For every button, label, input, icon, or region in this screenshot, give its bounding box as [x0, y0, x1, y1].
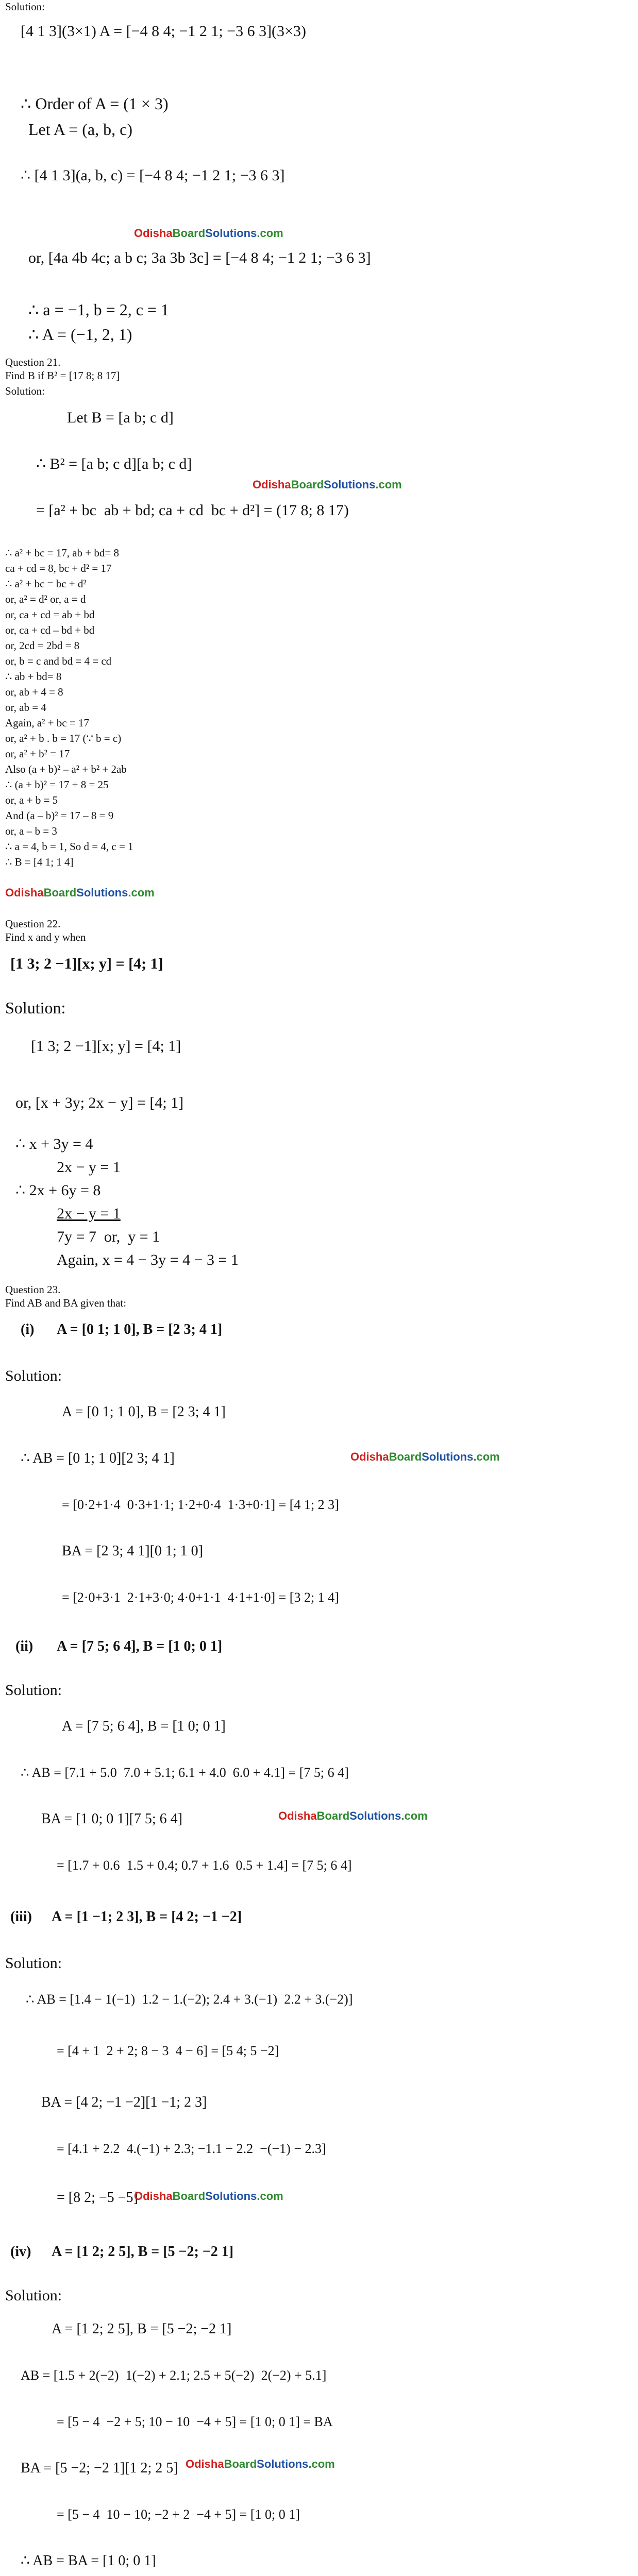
solution-heading: Solution:: [5, 385, 45, 397]
equation-line: 2x − y = 1: [57, 1159, 121, 1176]
step-line: ∴ a = 4, b = 1, So d = 4, c = 1: [5, 840, 133, 853]
part-label: (iii): [10, 1909, 32, 1925]
equation-line: Let A = (a, b, c): [28, 120, 132, 139]
part-label: (ii): [15, 1638, 33, 1654]
equation-line: [1 3; 2 −1][x; y] = [4; 1]: [10, 955, 163, 972]
equation-line: = [4 + 1 2 + 2; 8 − 3 4 − 6] = [5 4; 5 −2]: [57, 2043, 279, 2058]
step-line: or, a² = d² or, a = d: [5, 593, 86, 605]
equation-line: A = [1 2; 2 5], B = [5 −2; −2 1]: [52, 2321, 232, 2337]
watermark-logo: OdishaBoardSolutions.com: [5, 886, 155, 899]
equation-line: or, [4a 4b 4c; a b c; 3a 3b 3c] = [−4 8 4; −1 2 1; −3 6 3]: [28, 249, 371, 266]
step-line: ∴ a² + bc = bc + d²: [5, 578, 87, 590]
equation-line: [1 3; 2 −1][x; y] = [4; 1]: [31, 1038, 181, 1055]
step-line: And (a – b)² = 17 – 8 = 9: [5, 809, 114, 822]
equation-line: = [a² + bc ab + bd; ca + cd bc + d²] = (17 8; 8 17): [36, 502, 349, 519]
equation-line: A = [1 −1; 2 3], B = [4 2; −1 −2]: [52, 1909, 242, 1925]
solution-heading: Solution:: [5, 1955, 62, 1972]
watermark-logo: OdishaBoardSolutions.com: [253, 478, 402, 491]
step-line: or, ca + cd – bd + bd: [5, 624, 95, 636]
equation-line: 7y = 7 or, y = 1: [57, 1228, 160, 1245]
solution-heading: Solution:: [5, 1367, 62, 1384]
equation-line: ∴ AB = [7.1 + 5.0 7.0 + 5.1; 6.1 + 4.0 6.0 + 4.1] = [7 5; 6 4]: [21, 1765, 349, 1780]
question-prompt: Find B if B² = [17 8; 8 17]: [5, 369, 120, 382]
step-line: ∴ B = [4 1; 1 4]: [5, 856, 74, 868]
equation-line: A = [7 5; 6 4], B = [1 0; 0 1]: [62, 1718, 226, 1734]
equation-line: BA = [1 0; 0 1][7 5; 6 4]: [41, 1811, 182, 1827]
question-title: Question 21.: [5, 356, 61, 368]
equation-line: = [5 − 4 10 − 10; −2 + 2 −4 + 5] = [1 0; 0 1]: [57, 2507, 300, 2522]
solution-heading: Solution:: [5, 1682, 62, 1699]
equation-line: BA = [5 −2; −2 1][1 2; 2 5]: [21, 2460, 178, 2476]
equation-line: or, [x + 3y; 2x − y] = [4; 1]: [15, 1094, 184, 1111]
equation-line: AB = [1.5 + 2(−2) 1(−2) + 2.1; 2.5 + 5(−2) 2(−2) + 5.1]: [21, 2368, 327, 2383]
equation-line: A = [0 1; 1 0], B = [2 3; 4 1]: [62, 1404, 226, 1420]
part-label: (i): [21, 1321, 35, 1337]
watermark-logo: OdishaBoardSolutions.com: [278, 1809, 428, 1822]
equation-line: 2x − y = 1: [57, 1205, 121, 1222]
equation-line: ∴ a = −1, b = 2, c = 1: [28, 300, 169, 319]
equation-line: Again, x = 4 − 3y = 4 − 3 = 1: [57, 1251, 239, 1268]
equation-line: Let B = [a b; c d]: [67, 409, 174, 426]
question-title: Question 23.: [5, 1283, 61, 1296]
question-title: Question 22.: [5, 918, 61, 930]
question-prompt: Find x and y when: [5, 931, 86, 943]
step-line: or, a + b = 5: [5, 794, 58, 806]
equation-line: BA = [2 3; 4 1][0 1; 1 0]: [62, 1543, 203, 1559]
step-line: or, a² + b² = 17: [5, 748, 70, 760]
equation-line: A = [1 2; 2 5], B = [5 −2; −2 1]: [52, 2244, 234, 2260]
equation-line: = [0·2+1·4 0·3+1·1; 1·2+0·4 1·3+0·1] = [4 1; 2 3]: [62, 1497, 339, 1512]
equation-line: = [1.7 + 0.6 1.5 + 0.4; 0.7 + 1.6 0.5 + 1.4] = [7 5; 6 4]: [57, 1858, 352, 1873]
solution-heading: Solution:: [5, 998, 66, 1017]
equation-line: ∴ AB = BA = [1 0; 0 1]: [21, 2553, 156, 2569]
solution-heading: Solution:: [5, 2287, 62, 2304]
watermark-logo: OdishaBoardSolutions.com: [350, 1450, 500, 1463]
equation-line: ∴ B² = [a b; c d][a b; c d]: [36, 455, 192, 472]
question-prompt: Find AB and BA given that:: [5, 1297, 127, 1309]
step-line: or, 2cd = 2bd = 8: [5, 639, 80, 652]
equation-line: = [5 − 4 −2 + 5; 10 − 10 −4 + 5] = [1 0; 0 1] = BA: [57, 2414, 333, 2429]
equation-line: = [2·0+3·1 2·1+3·0; 4·0+1·1 4·1+1·0] = [3 2; 1 4]: [62, 1590, 339, 1605]
equation-line: A = [0 1; 1 0], B = [2 3; 4 1]: [57, 1321, 223, 1337]
equation-line: ∴ x + 3y = 4: [15, 1136, 93, 1153]
step-line: ca + cd = 8, bc + d² = 17: [5, 562, 112, 574]
part-label: (iv): [10, 2244, 31, 2260]
watermark-logo: OdishaBoardSolutions.com: [134, 2190, 283, 2202]
equation-line: = [8 2; −5 −5]: [57, 2190, 138, 2206]
equation-line: ∴ AB = [0 1; 1 0][2 3; 4 1]: [21, 1450, 175, 1466]
step-line: or, ab + 4 = 8: [5, 686, 63, 698]
step-line: or, a – b = 3: [5, 825, 57, 837]
equation-line: ∴ [4 1 3](a, b, c) = [−4 8 4; −1 2 1; −3 6 3]: [21, 167, 285, 184]
solution-heading: Solution:: [5, 1, 45, 13]
step-line: or, b = c and bd = 4 = cd: [5, 655, 112, 667]
equation-line: A = [7 5; 6 4], B = [1 0; 0 1]: [57, 1638, 223, 1654]
step-line: ∴ (a + b)² = 17 + 8 = 25: [5, 778, 109, 791]
equation-line: ∴ Order of A = (1 × 3): [21, 94, 169, 113]
step-line: or, ab = 4: [5, 701, 46, 714]
step-line: ∴ ab + bd= 8: [5, 670, 62, 683]
step-line: Also (a + b)² – a² + b² + 2ab: [5, 763, 127, 775]
step-line: or, a² + b . b = 17 (∵ b = c): [5, 732, 122, 744]
step-line: Again, a² + bc = 17: [5, 717, 89, 729]
step-line: ∴ a² + bc = 17, ab + bd= 8: [5, 547, 119, 559]
step-line: or, ca + cd = ab + bd: [5, 608, 95, 621]
equation-line: ∴ A = (−1, 2, 1): [28, 325, 132, 344]
equation-line: ∴ AB = [1.4 − 1(−1) 1.2 − 1.(−2); 2.4 + 3.(−1) 2.2 + 3.(−2)]: [26, 1992, 353, 2007]
watermark-logo: OdishaBoardSolutions.com: [186, 2458, 335, 2470]
equation-line: = [4.1 + 2.2 4.(−1) + 2.3; −1.1 − 2.2 −(−1) − 2.3]: [57, 2141, 326, 2156]
equation-line: [4 1 3](3×1) A = [−4 8 4; −1 2 1; −3 6 3](3×3): [21, 23, 306, 40]
equation-line: ∴ 2x + 6y = 8: [15, 1182, 101, 1199]
watermark-logo: OdishaBoardSolutions.com: [134, 227, 283, 240]
equation-line: BA = [4 2; −1 −2][1 −1; 2 3]: [41, 2094, 207, 2110]
